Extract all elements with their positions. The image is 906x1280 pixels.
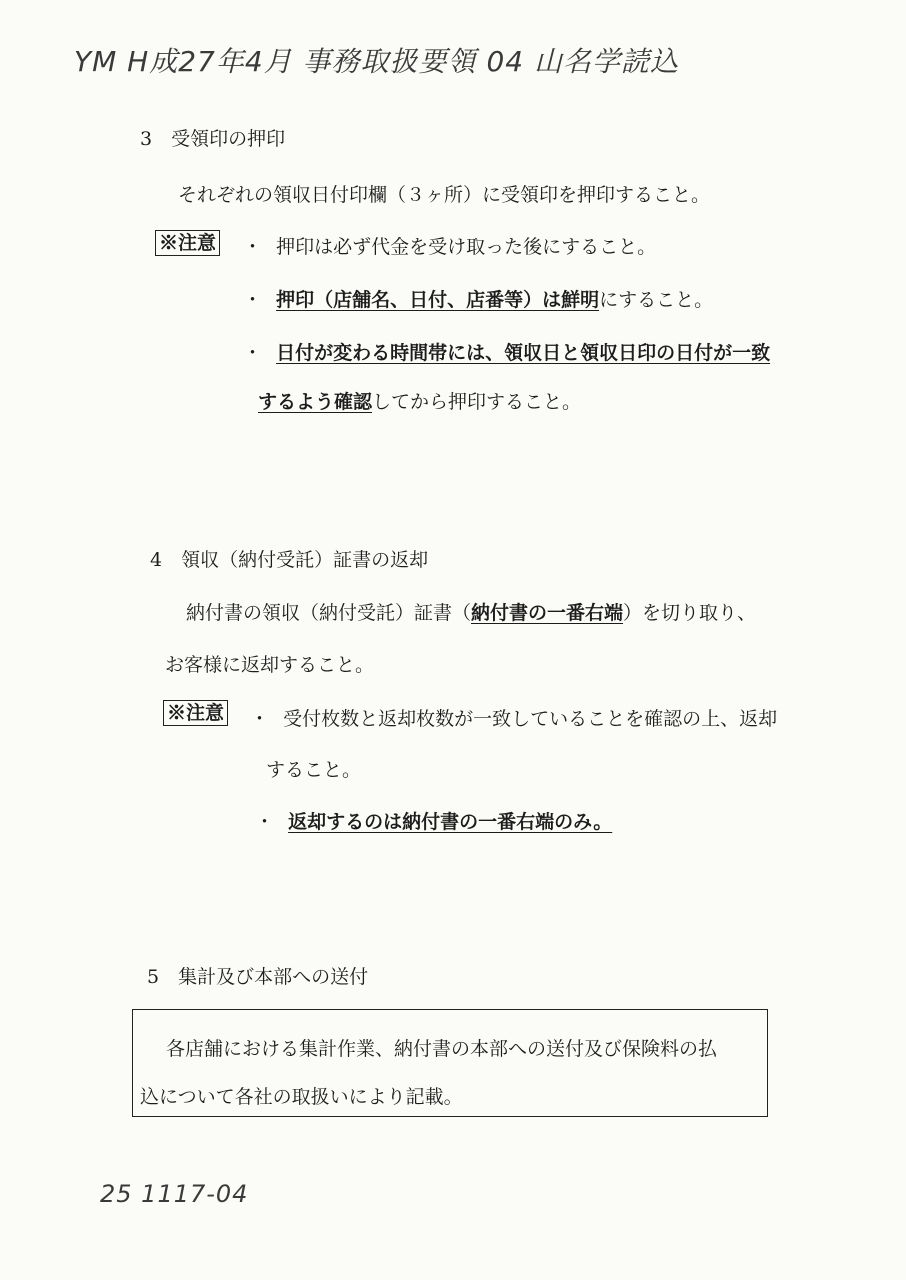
section4-note1 <box>250 704 777 731</box>
section4-note-label: ※注意 <box>163 700 228 726</box>
handwritten-footer: 25 1117-04 <box>100 1180 249 1208</box>
section4-note1-line2: すること。 <box>266 759 362 781</box>
section3-note3-line2-rest: してから押印すること。 <box>372 391 582 413</box>
section3-note-label: ※注意 <box>155 230 220 256</box>
section3-note1-text: 押印は必ず代金を受け取った後にすること。 <box>276 236 657 258</box>
section4-line2: お客様に返却すること。 <box>165 654 375 676</box>
section3-note3-line1: 日付が変わる時間帯には、領収日と領収日印の日付が一致 <box>276 342 771 364</box>
section4-note1-line1: 受付枚数と返却枚数が一致していることを確認の上、返却 <box>283 708 778 730</box>
bullet: ・ <box>255 811 275 833</box>
section3-heading: 3 受領印の押印 <box>140 128 286 150</box>
section3-note3-line2-bold: するよう確認 <box>258 391 373 413</box>
section3-note3 <box>243 338 770 365</box>
section4-line1-bold: 納付書の一番右端 <box>471 602 624 624</box>
section4-heading: 4 領収（納付受託）証書の返却 <box>150 549 429 571</box>
section3-note2-bold: 押印（店舗名、日付、店番等）は鮮明 <box>276 289 600 311</box>
section4-note-label-wrap <box>163 700 228 726</box>
section4-line1-post: ）を切り取り、 <box>623 602 757 624</box>
bullet: ・ <box>243 342 263 364</box>
section3-note1 <box>243 232 656 259</box>
section3-note3-line2 <box>258 387 581 414</box>
section3-intro: それぞれの領収日付印欄（３ヶ所）に受領印を押印すること。 <box>178 184 711 206</box>
bullet: ・ <box>250 708 270 730</box>
bullet: ・ <box>243 236 263 258</box>
section5-box-line1: 各店舗における集計作業、納付書の本部への送付及び保険料の払 <box>166 1038 718 1060</box>
section4-line1-pre: 納付書の領収（納付受託）証書（ <box>186 602 472 624</box>
section3-note-label-wrap <box>155 230 220 256</box>
handwritten-header: YM H成27年4月 事務取扱要領 04 山名学読込 <box>74 45 679 78</box>
section5-box-line2: 込について各社の取扱いにより記載。 <box>140 1086 463 1108</box>
section3-note2 <box>243 285 713 312</box>
section4-note2 <box>255 807 612 834</box>
section5-heading: 5 集計及び本部への送付 <box>147 966 369 988</box>
section4-note2-bold: 返却するのは納付書の一番右端のみ。 <box>288 811 613 833</box>
section4-line1 <box>186 598 756 625</box>
bullet: ・ <box>243 289 263 311</box>
section3-note2-rest: にすること。 <box>599 289 714 311</box>
